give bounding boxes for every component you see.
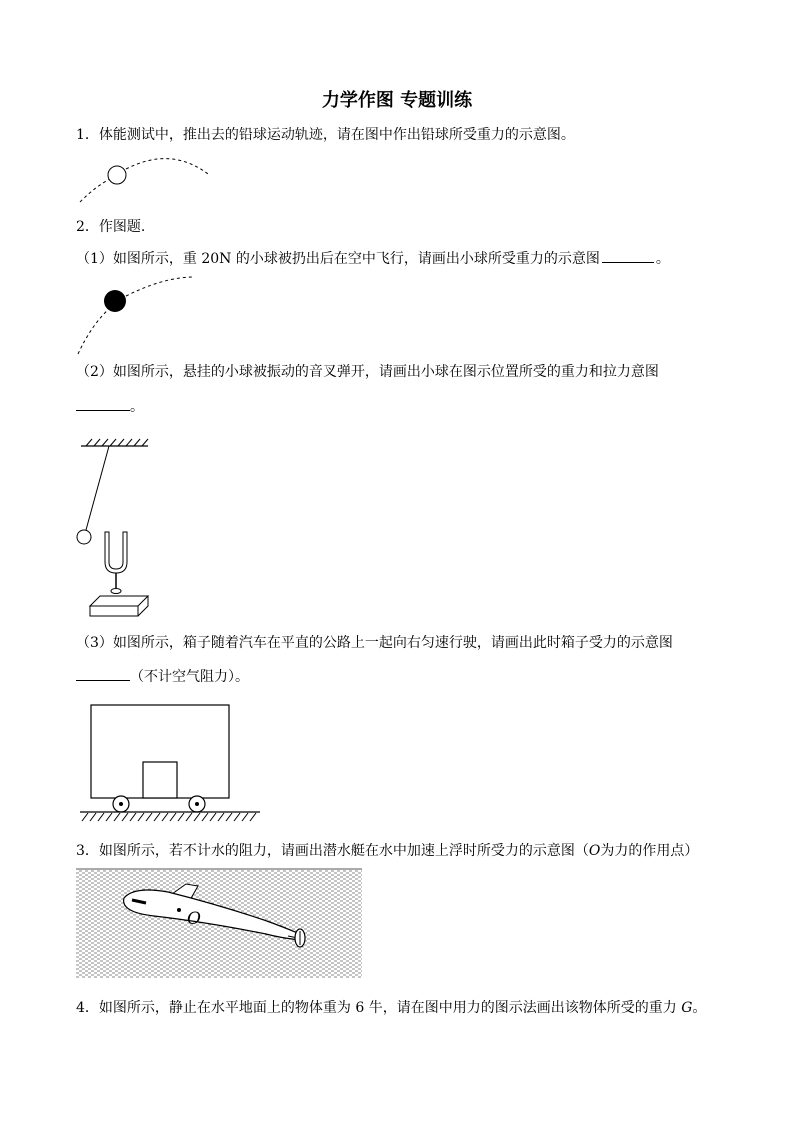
question-3 — [76, 841, 698, 861]
figure-ball-flight — [76, 272, 206, 358]
point-label-o: O — [588, 843, 601, 859]
question-text: 如图所示，箱子随着汽车在平直的公路上一起向右匀速行驶，请画出此时箱子受力的示意图 — [112, 635, 673, 651]
question-number: 3． — [76, 843, 99, 859]
question-number: （2） — [76, 364, 113, 380]
question-number: （3） — [76, 635, 113, 651]
question-text-end: 为力的作用点） — [600, 843, 699, 859]
figure-submarine — [76, 868, 362, 978]
figure-tuning-fork-pendulum — [76, 436, 156, 621]
force-label-g: G — [681, 1000, 693, 1016]
question-text-end: 。 — [692, 1000, 707, 1016]
question-text: 作图题. — [98, 219, 146, 235]
question-2-3 — [76, 633, 673, 653]
question-number: （1） — [76, 251, 113, 267]
question-2-2-answer — [76, 396, 144, 417]
question-number: 1． — [76, 127, 99, 143]
question-text-end: 。 — [130, 399, 144, 415]
question-text-end: （不计空气阻力）。 — [130, 669, 249, 685]
question-text: 如图所示，静止在水平地面上的物体重为 6 牛，请在图中用力的图示法画出该物体所受的重力 — [98, 1000, 682, 1016]
question-1 — [76, 125, 575, 145]
question-number: 4． — [76, 1000, 99, 1016]
question-4 — [76, 998, 706, 1018]
question-text: 体能测试中，推出去的铅球运动轨迹，请在图中作出铅球所受重力的示意图。 — [98, 127, 575, 143]
question-text: 如图所示，悬挂的小球被振动的音叉弹开，请画出小球在图示位置所受的重力和拉力意图 — [112, 364, 659, 380]
question-2-3-answer — [76, 666, 249, 687]
figure-shot-put-trajectory — [76, 156, 216, 206]
answer-blank[interactable] — [76, 396, 130, 411]
question-text: 如图所示，若不计水的阻力，请画出潜水艇在水中加速上浮时所受力的示意图（ — [98, 843, 589, 859]
answer-blank[interactable] — [602, 248, 654, 263]
page-title: 力学作图 专题训练 — [321, 90, 473, 111]
question-2-2 — [76, 362, 659, 382]
question-2-1 — [76, 248, 670, 269]
question-text-end: 。 — [655, 251, 670, 267]
question-number: 2． — [76, 219, 99, 235]
answer-blank[interactable] — [76, 666, 130, 681]
submarine-point-o-label: O — [187, 909, 201, 929]
question-text: 如图所示，重 20N 的小球被扔出后在空中飞行，请画出小球所受重力的示意图 — [112, 251, 600, 267]
figure-truck-with-box — [78, 703, 263, 825]
question-2 — [76, 217, 145, 237]
